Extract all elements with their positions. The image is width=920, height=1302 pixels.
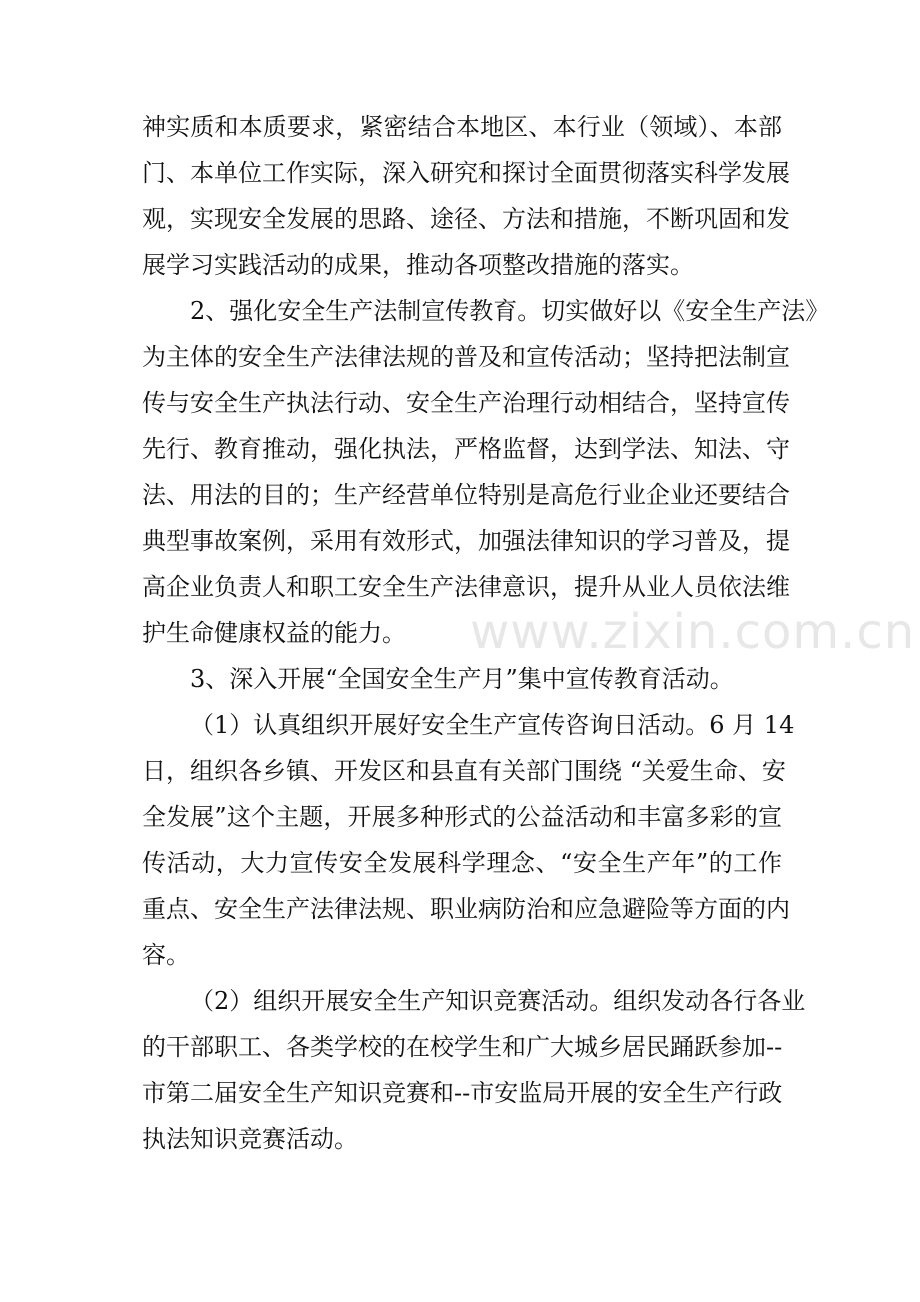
body-text-line: 观，实现安全发展的思路、途径、方法和措施，不断巩固和发 [142, 205, 790, 233]
body-text-line: 传与安全生产执法行动、安全生产治理行动相结合，坚持宣传 [142, 389, 790, 417]
body-text-line: 高企业负责人和职工安全生产法律意识，提升从业人员依法维 [142, 573, 790, 601]
body-text-line: （2）组织开展安全生产知识竞赛活动。组织发动各行各业 [190, 987, 806, 1015]
body-text-line: 的干部职工、各类学校的在校学生和广大城乡居民踊跃参加-- [142, 1033, 783, 1061]
body-text-line: （1）认真组织开展好安全生产宣传咨询日活动。6 月 14 [190, 711, 795, 739]
body-text-line: 容。 [142, 941, 190, 969]
body-text-line: 传活动，大力宣传安全发展科学理念、“安全生产年”的工作 [142, 849, 782, 877]
watermark: www.zixin.com.cn [470, 604, 916, 660]
body-text-line: 全发展”这个主题，开展多种形式的公益活动和丰富多彩的宣 [142, 803, 782, 831]
body-text-line: 护生命健康权益的能力。 [142, 619, 406, 647]
body-text-line: 重点、安全生产法律法规、职业病防治和应急避险等方面的内 [142, 895, 790, 923]
body-text-line: 日，组织各乡镇、开发区和县直有关部门围绕 “关爱生命、安 [142, 757, 786, 785]
body-text-line: 为主体的安全生产法律法规的普及和宣传活动；坚持把法制宣 [142, 343, 790, 371]
body-text-line: 先行、教育推动，强化执法，严格监督，达到学法、知法、守 [142, 435, 790, 463]
body-text-line: 法、用法的目的；生产经营单位特别是高危行业企业还要结合 [142, 481, 790, 509]
body-text-line: 3、深入开展“全国安全生产月”集中宣传教育活动。 [190, 665, 734, 693]
body-text-line: 展学习实践活动的成果，推动各项整改措施的落实。 [142, 251, 694, 279]
body-text-line: 典型事故案例，采用有效形式，加强法律知识的学习普及，提 [142, 527, 790, 555]
body-text-line: 市第二届安全生产知识竞赛和--市安监局开展的安全生产行政 [142, 1079, 783, 1107]
body-text-line: 执法知识竞赛活动。 [142, 1125, 358, 1153]
body-text-line: 门、本单位工作实际，深入研究和探讨全面贯彻落实科学发展 [142, 159, 790, 187]
body-text-line: 神实质和本质要求，紧密结合本地区、本行业（领域）、本部 [142, 113, 782, 141]
body-text-line: 2、强化安全生产法制宣传教育。切实做好以《安全生产法》 [190, 297, 830, 325]
